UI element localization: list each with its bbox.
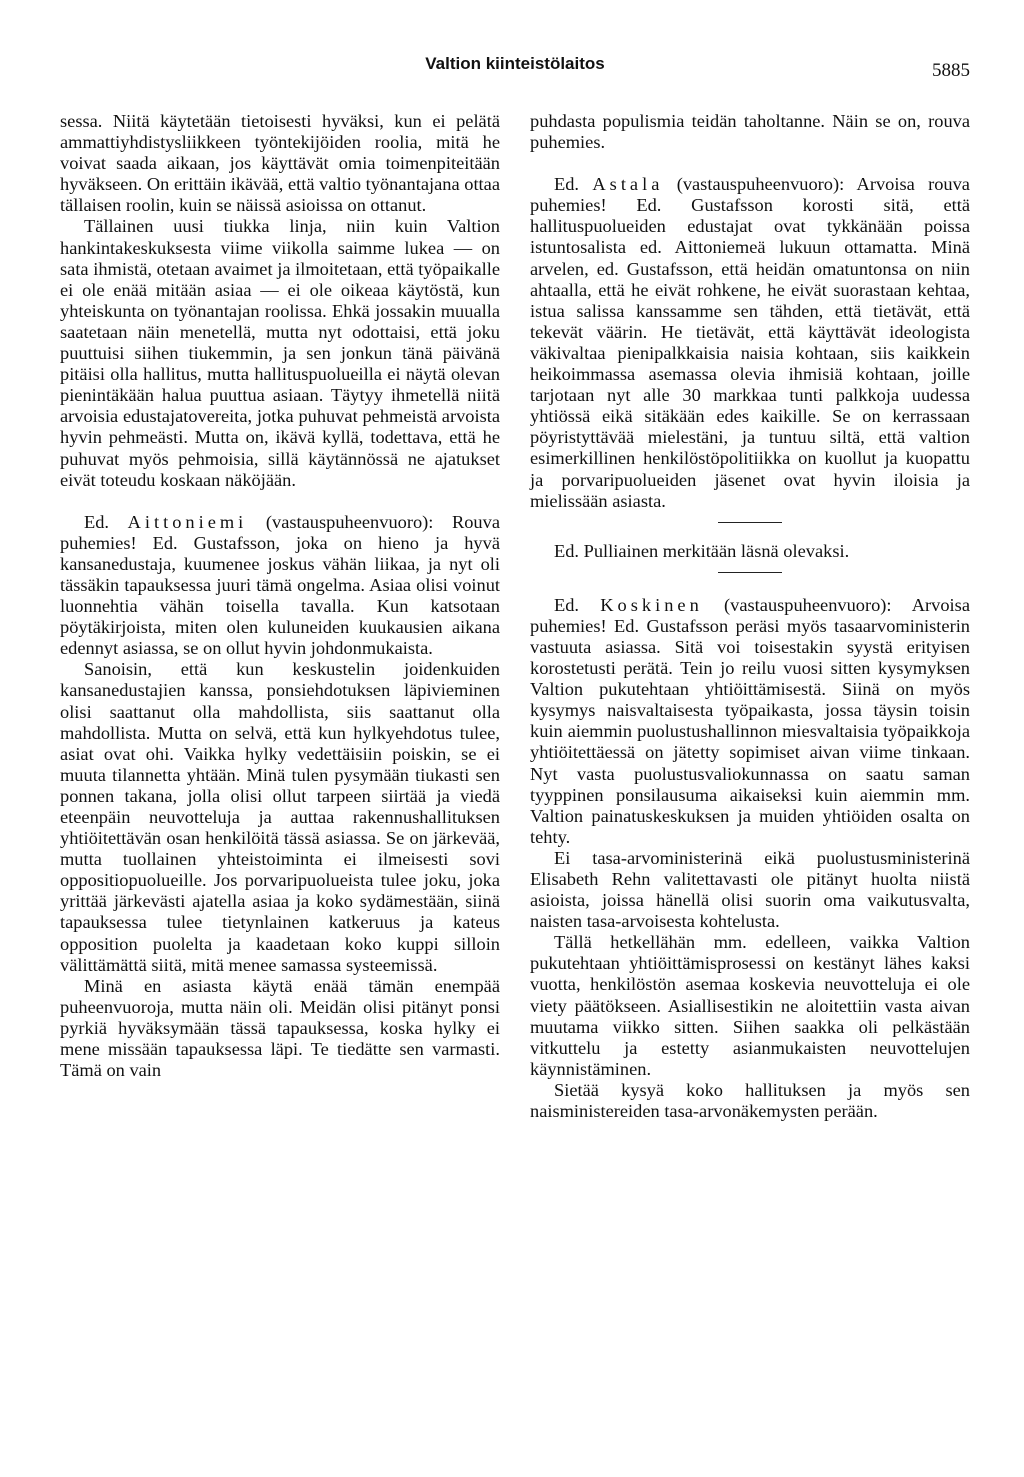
paragraph: Tällainen uusi tiukka linja, niin kuin Valtion hankintakeskuksesta viime viikolla saimme lukea — on sata ihmistä, otetaan avaimet ja ilmoitetaan, että työpaikalle ei ole enää mitään asiaa — ei ole oikeaa käytöstä, kun yhteiskunta on työnantajan roolissa. Ehkä jossakin muualla saatetaan näin menetellä, mutta nyt odottaisi, että joku puuttuisi siihen tiukemmin, ja sen jonkun tänä päivänä pitäisi olla hallitus, mutta hallituspuolueilla ei näytä olevan pienintäkään halua puuttua asiaan. Täytyy ihmetellä niitä arvoisia edustajatovereita, jotka puhuvat pehmeistä arvoista hyvin pehmeästi. Mutta on, ikävä kyllä, todettava, että he puhuvat myös pehmoisia, sillä käytännössä ne ajatukset eivät toteudu koskaan näköjään.	[60, 216, 500, 490]
paragraph: Sanoisin, että kun keskustelin joidenkuiden kansanedustajien kanssa, ponsiehdotuksen läpivieminen olisi saattanut olla mahdollista, siis saattanut olla mahdollista. Mutta on selvä, että kun hylkyehdotus tulee, asiat ovat ohi. Vaikka hylky vedettäisiin poiskin, se ei muuta tilannetta yhtään. Minä tulen pysymään tiukasti sen ponnen takana, jolla olisi ollut tarpeen siirtää ja viedä eteenpäin neuvotteluja ja auttaa rakennushallituksen yhtiöitettävän osan henkilöitä tässä asiassa. Se on järkevää, mutta tuollainen yhteistoiminta ei ilmeisesti sovi oppositiopuolueille. Jos porvaripuolueista tulee joku, joka yrittää järkevästi ajatella asiaa ja koko sydämestään, siinä tapauksessa tulee tietynlainen katkeruus ja kateus opposition puolelta ja kaadetaan koko kuppi silloin välittämättä siitä, mitä menee samassa systeemissä.	[60, 659, 500, 975]
speaker-name: Aittoniemi	[127, 511, 248, 532]
speech-text: (vastauspuheenvuoro): Arvoisa puhemies! Ed. Gustafsson peräsi myös tasaarvoministerin vastuuta asiassa. Sitä voi toisestakin syystä erityisen korostetusti perätä. Tein jo reilu vuosi sitten kysymyksen Valtion pukutehtaan yhtiöittämisestä. Siinä on myös kysymys naisvaltaisesta työpaikasta, jossa täysin toisin kuin aiemmin puolustushallinnon miesvaltaisia työpaikkoja yhtiöitettäessä on jätetty sopimiset aivan viime tinkaan. Nyt vasta puolustusvaliokunnassa on saatu saman tyyppinen ponsilausuma aikaiseksi kuin aiemmin mm. Valtion painatuskeskuksen ja muiden yhtiöiden osalta on tehty.	[530, 594, 970, 847]
paragraph: sessa. Niitä käytetään tietoisesti hyväksi, kun ei pelätä ammattiyhdistysliikkeen työntekijöiden roolia, mitä he voivat saada aikaan, jos käyttävät omia toimenpiteitään hyväkseen. On erittäin ikävää, että valtio työnantajana ottaa tällaisen roolin, kuin se näissä asioissa on ottanut.	[60, 111, 500, 216]
paragraph: Ei tasa-arvoministerinä eikä puolustusministerinä Elisabeth Rehn valitettavasti ole pitänyt huolta niistä asioista, joissa hänellä olisi suorin oma vaikutusvalta, naisten tasa-arvoisesta kohtelusta.	[530, 847, 970, 932]
running-title: Valtion kiinteistölaitos	[425, 54, 605, 73]
paragraph: Tällä hetkellähän mm. edelleen, vaikka Valtion pukutehtaan yhtiöittämisprosessi on kestänyt lähes kaksi vuotta, henkilöstön asemaa koskevia neuvotteluja ei ole viety päätökseen. Asiallisestikin ne aloitettiin vasta aivan muutama viikko sitten. Siihen saakka oli pelkästään vitkuttelu ja estetty asianmukaisten neuvottelujen käynnistäminen.	[530, 932, 970, 1079]
speech-koskinen	[530, 595, 970, 848]
attendance-notice: Ed. Pulliainen merkitään läsnä olevaksi.	[554, 540, 850, 561]
speaker-name: Astala	[592, 174, 664, 195]
speaker-prefix: Ed.	[84, 511, 110, 532]
section-divider	[718, 572, 782, 573]
paragraph: puhdasta populismia teidän taholtanne. Näin se on, rouva puhemies.	[530, 111, 970, 153]
speaker-name: Koskinen	[600, 594, 703, 615]
section-divider	[718, 522, 782, 523]
page-number: 5885	[932, 60, 970, 81]
speech-astala	[530, 174, 970, 512]
speaker-prefix: Ed.	[554, 174, 580, 195]
paragraph: Sietää kysyä koko hallituksen ja myös sen naisministereiden tasa-arvonäkemysten perään.	[530, 1079, 970, 1122]
speaker-prefix: Ed.	[554, 594, 580, 615]
speech-text: (vastauspuheenvuoro): Arvoisa rouva puhemies! Ed. Gustafsson korosti sitä, että hallituspuolueiden edustajat ovat tykkänään poissa istuntosalista ed. Aittoniemeä lukuun ottamatta. Minä arvelen, ed. Gustafsson, että heidän omatuntonsa on niin ahtaalla, että he eivät rohkene, he eivät suorastaan kehtaa, istua salissa kanssamme sen tähden, että tietävät, että tekevät väärin. He tietävät, että käyttävät ideologista väkivaltaa pienipalkkaisia naisia kohtaan, siis kaikkein heikoimmassa asemassa olevia ihmisiä kohtaan, joille tarjotaan nyt alle 30 markkaa tunti palkkoja uudessa yhtiössä eikä sitäkään edes kaikille. Se on kerrassaan pöyristyttävää mielestäni, ja tuntuu siltä, että valtion esimerkillinen henkilöstöpolitiikka on kuollut ja kuopattu ja porvaripuolueiden jäsenet ovat hyvin iloisia ja mielissään asiasta.	[530, 174, 970, 511]
page-header	[60, 48, 970, 81]
speech-text: (vastauspuheenvuoro): Rouva puhemies! Ed. Gustafsson, joka on hieno ja hyvä kansanedustaja, kuumenee joskus vähän liikaa, ja nyt oli tässäkin tapauksessa juuri tämä ongelma. Asiaa olisi voinut luonnehtia vähän toisella tavalla. Kun katsotaan pöytäkirjoista, miten olen kuluneiden kuukausien aikana edennyt asiassa, se on ollut hyvin johdonmukaista.	[60, 511, 500, 659]
left-column	[60, 111, 500, 1081]
right-column	[530, 111, 970, 1122]
speech-aittoniemi	[60, 512, 500, 660]
paragraph: Minä en asiasta käytä enää tämän enempää puheenvuoroja, mutta näin oli. Meidän olisi pitänyt ponsi pyrkiä hyväksymään tässä tapauksessa, koska hylky ei mene missään tapauksessa läpi. Te tiedätte sen varmasti. Tämä on vain	[60, 975, 500, 1081]
